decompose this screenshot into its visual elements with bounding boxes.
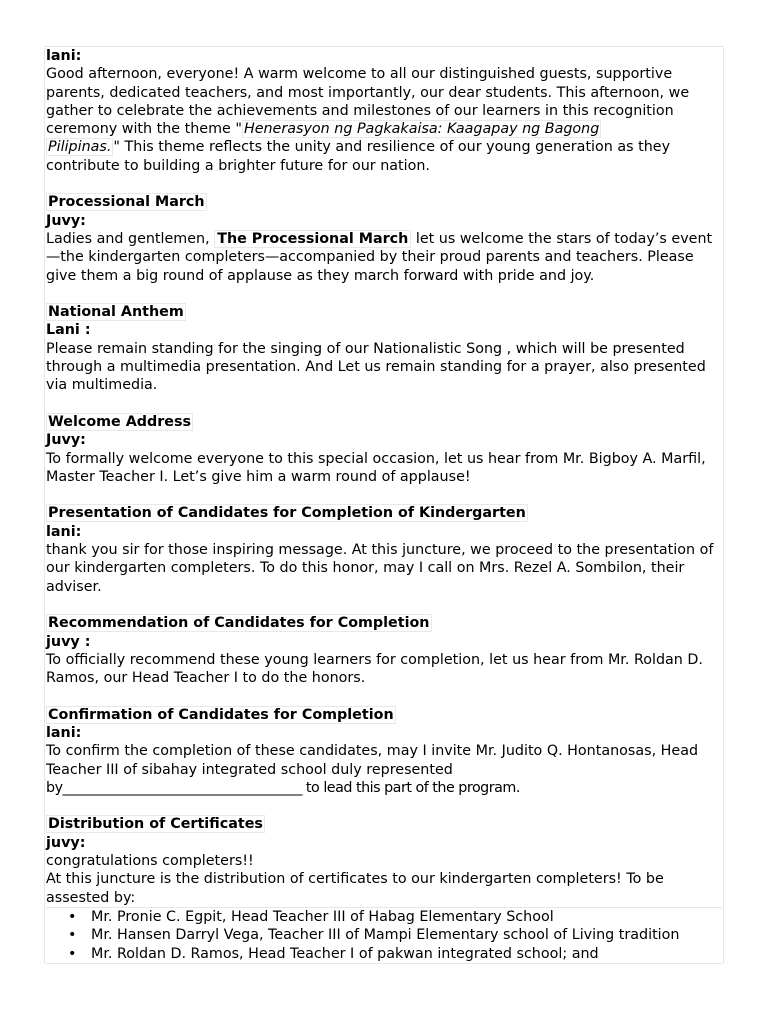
- speaker-label: Juvy:: [46, 212, 86, 229]
- confirmation-text-part-2: by____________________________________ to lead this part of the program.: [46, 779, 520, 796]
- processional-section: [45, 193, 723, 284]
- theme-line-2: Pilipinas.: [48, 139, 112, 156]
- recommendation-paragraph: To officially recommend these young learners for completion, let us hear from Mr. Roldan D. Ramos, our Head Teacher I to do the honors.: [46, 651, 703, 687]
- anthem-heading: National Anthem: [48, 304, 184, 321]
- confirmation-text-part-1: To confirm the completion of these candidates, may I invite Mr. Judito Q. Hontanosas, Head Teacher III of sibahay integrated school duly represented: [46, 743, 699, 778]
- distribution-section: [45, 815, 723, 963]
- distribution-line-2: At this juncture is the distribution of certificates to our kindergarten completers! To be assested by:: [46, 871, 664, 906]
- confirmation-section: [45, 706, 723, 797]
- intro-section: [45, 47, 723, 175]
- list-item-text: Mr. Roldan D. Ramos, Head Teacher I of pakwan integrated school; and: [91, 945, 599, 962]
- anthem-paragraph: Please remain standing for the singing of our Nationalistic Song , which will be presented through a multimedia presentation. And Let us remain standing for a prayer, also presented via multimedia.: [46, 340, 706, 394]
- processional-text-part-1: Ladies and gentlemen,: [46, 230, 210, 247]
- processional-bold-phrase: The Processional March: [214, 230, 411, 248]
- section-heading: [46, 815, 722, 833]
- recommendation-section: [45, 614, 723, 687]
- speaker-label: lani:: [46, 48, 82, 64]
- list-item: [46, 926, 722, 944]
- section-heading: [46, 706, 722, 724]
- processional-paragraph: [46, 230, 722, 285]
- section-heading: [46, 413, 722, 431]
- speaker-label: Lani :: [46, 322, 91, 339]
- section-heading: [46, 193, 722, 211]
- speaker-label: juvy :: [46, 633, 91, 650]
- processional-text-part-2: let us welcome the stars of today’s event—the kindergarten completers—accompanied by their proud parents and teachers. Please give them a big round of applause as they march forward with pride and joy.: [46, 230, 713, 284]
- list-item: [46, 908, 722, 926]
- list-item: [46, 945, 722, 963]
- intro-text-part-1: Good afternoon, everyone! A warm welcome to all our distinguished guests, supportive parents, dedicated teachers, and most importantly, our dear students. This afternoon, we gather to celebrate the achievements and milestones of our learners in this recognition ceremony with the theme ": [46, 66, 690, 138]
- section-heading: [46, 504, 722, 522]
- distribution-heading: Distribution of Certificates: [48, 816, 263, 833]
- intro-text-part-2: " This theme reflects the unity and resilience of our young generation as they contribute to building a brighter future for our nation.: [46, 139, 671, 174]
- program-script-document: [44, 46, 724, 964]
- intro-paragraph: [46, 65, 722, 175]
- speaker-label: lani:: [46, 724, 82, 741]
- bullet-icon: •: [68, 908, 77, 925]
- processional-heading: Processional March: [48, 194, 205, 211]
- list-item-text: Mr. Pronie C. Egpit, Head Teacher III of Habag Elementary School: [91, 908, 554, 925]
- theme-line-1: Henerasyon ng Pagkakaisa: Kaagapay ng Bagong: [243, 121, 600, 138]
- welcome-paragraph: To formally welcome everyone to this special occasion, let us hear from Mr. Bigboy A. Marfil, Master Teacher I. Let’s give him a warm round of applause!: [46, 450, 706, 485]
- speaker-label: lani:: [46, 523, 82, 540]
- list-item-text: Mr. Hansen Darryl Vega, Teacher III of Mampi Elementary school of Living tradition: [91, 927, 680, 944]
- speaker-label: Juvy:: [46, 432, 86, 449]
- certificate-presenters-list: [46, 907, 722, 964]
- section-heading: [46, 303, 722, 321]
- presentation-paragraph: thank you sir for those inspiring message. At this juncture, we proceed to the presentation of our kindergarten completers. To do this honor, may I call on Mrs. Rezel A. Sombilon, their adviser.: [46, 542, 714, 595]
- anthem-section: [45, 303, 723, 394]
- presentation-heading: Presentation of Candidates for Completion of Kindergarten: [48, 505, 526, 522]
- recommendation-heading: Recommendation of Candidates for Completion: [48, 615, 430, 632]
- section-heading: [46, 614, 722, 632]
- bullet-icon: •: [68, 927, 77, 944]
- bullet-icon: •: [68, 945, 77, 962]
- confirmation-paragraph: [46, 742, 722, 797]
- speaker-label: juvy:: [46, 834, 86, 851]
- presentation-section: [45, 504, 723, 595]
- distribution-line-1: congratulations completers!!: [46, 853, 254, 870]
- confirmation-heading: Confirmation of Candidates for Completion: [48, 706, 394, 723]
- welcome-section: [45, 413, 723, 486]
- welcome-heading: Welcome Address: [48, 413, 192, 430]
